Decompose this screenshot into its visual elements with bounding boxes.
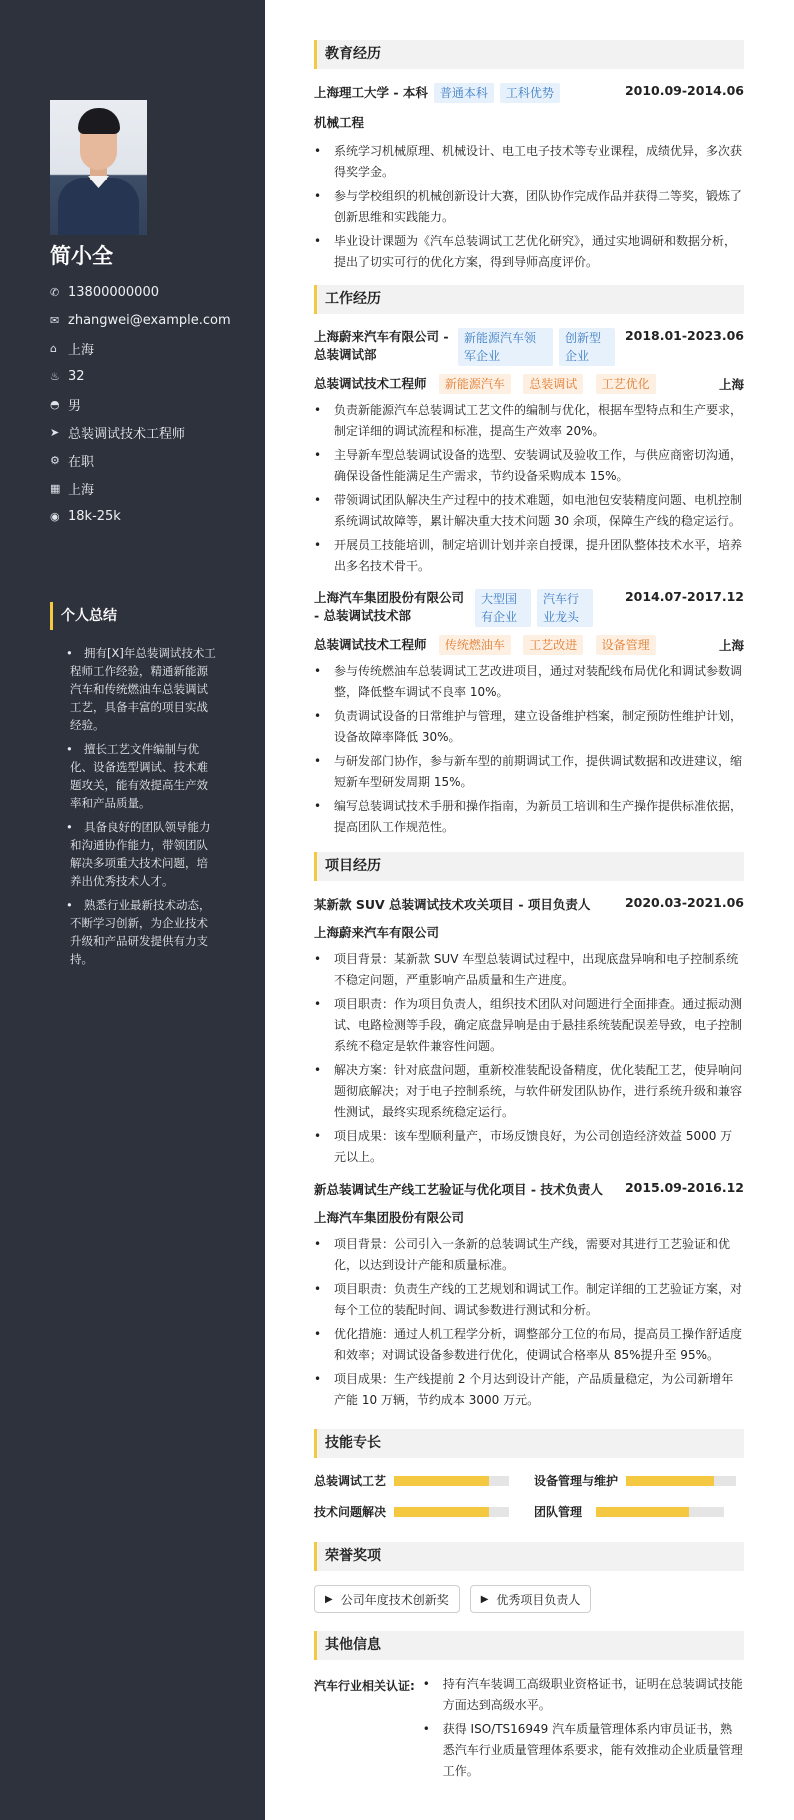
project-point: • 解决方案：针对底盘问题，重新校准装配设备精度，优化装配工艺，使异响问题彻底解决；对于电子控制系统，与软件研发团队协作，进行系统升级和兼容性测试，最终实现系统稳定运行。 bbox=[314, 1060, 744, 1123]
main-content bbox=[314, 40, 744, 1785]
project-entry bbox=[314, 1180, 744, 1411]
summary-item: • 擅长工艺文件编制与优化、设备选型调试、技术难题攻关，能有效提高生产效率和产品质量。 bbox=[66, 740, 216, 812]
project-point: • 项目背景：公司引入一条新的总装调试生产线，需要对其进行工艺验证和优化，以达到设计产能和质量标准。 bbox=[314, 1234, 744, 1276]
project-point: • 项目职责：负责生产线的工艺规划和调试工作。制定详细的工艺验证方案，对每个工位的装配时间、调试参数进行测试和分析。 bbox=[314, 1279, 744, 1321]
skill-item bbox=[314, 1472, 534, 1489]
avatar bbox=[50, 100, 147, 235]
city-text: 上海 bbox=[68, 482, 95, 498]
summary-list bbox=[66, 644, 216, 974]
play-icon: ▶ bbox=[325, 1593, 333, 1605]
gear-icon: ⚙ bbox=[50, 453, 60, 467]
contact-phone bbox=[50, 278, 231, 306]
skill-tag: 工艺改进 bbox=[523, 635, 583, 655]
skill-bar bbox=[626, 1476, 736, 1486]
job-point: • 负责调试设备的日常维护与管理，建立设备维护档案，制定预防性维护计划，设备故障率降低 30%。 bbox=[314, 706, 744, 748]
summary-heading: 个人总结 bbox=[50, 602, 117, 630]
skill-name: 技术问题解决 bbox=[314, 1505, 387, 1519]
email-text: zhangwei@example.com bbox=[68, 312, 231, 328]
send-icon: ➤ bbox=[50, 425, 60, 439]
skill-bar-fill bbox=[394, 1476, 489, 1486]
job-point: • 与研发部门协作，参与新车型的前期调试工作，提供调试数据和改进建议，缩短新车型研发周期 15%。 bbox=[314, 751, 744, 793]
summary-item: • 拥有[X]年总装调试技术工程师工作经验，精通新能源汽车和传统燃油车总装调试工艺，具备丰富的项目实战经验。 bbox=[66, 644, 216, 734]
status-text: 在职 bbox=[68, 454, 95, 470]
job-point: • 编写总装调试技术手册和操作指南，为新员工培训和生产操作提供标准依据，提高团队工作规范性。 bbox=[314, 796, 744, 838]
edu-date: 2010.09-2014.06 bbox=[624, 83, 744, 98]
contact-gender bbox=[50, 390, 231, 418]
cert-item: • 获得 ISO/TS16949 汽车质量管理体系内审员证书，熟悉汽车行业质量管理体系要求，能有效推动企业质量管理工作。 bbox=[423, 1719, 744, 1782]
cert-label: 汽车行业相关认证: bbox=[314, 1679, 415, 1693]
project-date: 2015.09-2016.12 bbox=[624, 1180, 744, 1195]
contact-list bbox=[50, 278, 231, 530]
play-icon: ▶ bbox=[480, 1593, 489, 1605]
company-name: 上海汽车集团股份有限公司 - 总装调试技术部 bbox=[314, 590, 465, 623]
projects-heading: 项目经历 bbox=[314, 852, 744, 881]
major: 机械工程 bbox=[314, 115, 365, 130]
job-role: 总装调试技术工程师 bbox=[314, 376, 427, 391]
other-info bbox=[314, 1674, 744, 1785]
skills-grid bbox=[314, 1472, 744, 1520]
edu-point: • 参与学校组织的机械创新设计大赛，团队协作完成作品并获得二等奖，锻炼了创新思维和实践能力。 bbox=[314, 186, 744, 228]
project-entry bbox=[314, 895, 744, 1168]
skill-tag: 新能源汽车 bbox=[439, 374, 511, 394]
contact-age bbox=[50, 362, 231, 390]
education-heading: 教育经历 bbox=[314, 40, 744, 69]
money-icon: ◉ bbox=[50, 509, 60, 523]
gender-text: 男 bbox=[68, 398, 82, 414]
role-text: 总装调试技术工程师 bbox=[68, 426, 186, 442]
skills-heading: 技能专长 bbox=[314, 1429, 744, 1458]
education-entry bbox=[314, 83, 744, 273]
project-org: 上海汽车集团股份有限公司 bbox=[314, 1210, 465, 1225]
skill-bar-fill bbox=[626, 1476, 714, 1486]
project-point: • 项目职责：作为项目负责人，组织技术团队对问题进行全面排查。通过振动测试、电路检测等手段，确定底盘异响是由于悬挂系统装配误差导致，电子控制系统不稳定是软件兼容性问题。 bbox=[314, 994, 744, 1057]
award-label: 优秀项目负责人 bbox=[496, 1592, 581, 1607]
cert-item: • 持有汽车装调工高级职业资格证书，证明在总装调试技能方面达到高级水平。 bbox=[423, 1674, 744, 1716]
job-point: • 开展员工技能培训，制定培训计划并亲自授课，提升团队整体技术水平，培养出多名技术骨干。 bbox=[314, 535, 744, 577]
company-tag: 汽车行业龙头 bbox=[537, 589, 593, 627]
skill-bar bbox=[394, 1507, 509, 1517]
award-chip bbox=[314, 1585, 460, 1613]
other-heading: 其他信息 bbox=[314, 1631, 744, 1660]
job-city: 上海 bbox=[718, 377, 744, 392]
skill-tag: 传统燃油车 bbox=[439, 635, 511, 655]
job-point: • 负责新能源汽车总装调试工艺文件的编制与优化，根据车型特点和生产要求，制定详细的调试流程和标准，提高生产效率 20%。 bbox=[314, 400, 744, 442]
summary-item: • 熟悉行业最新技术动态，不断学习创新，为企业技术升级和产品研发提供有力支持。 bbox=[66, 896, 216, 968]
award-chip bbox=[470, 1585, 592, 1613]
skill-bar-fill bbox=[394, 1507, 489, 1517]
contact-role bbox=[50, 418, 231, 446]
job-point: • 主导新车型总装调试设备的选型、安装调试及验收工作，与供应商密切沟通，确保设备性能满足生产需求，节约设备采购成本 15%。 bbox=[314, 445, 744, 487]
sidebar bbox=[0, 0, 265, 1820]
skill-name: 总装调试工艺 bbox=[314, 1474, 387, 1488]
project-name: 某新款 SUV 总装调试技术攻关项目 - 项目负责人 bbox=[314, 897, 591, 912]
company-tag: 新能源汽车领军企业 bbox=[458, 328, 553, 366]
contact-location bbox=[50, 334, 231, 362]
edu-point: • 毕业设计课题为《汽车总装调试工艺优化研究》，通过实地调研和数据分析，提出了切实可行的优化方案，得到导师高度评价。 bbox=[314, 231, 744, 273]
mail-icon: ✉ bbox=[50, 313, 60, 327]
skill-tag: 工艺优化 bbox=[596, 374, 656, 394]
edu-tag: 工科优势 bbox=[500, 83, 560, 103]
company-name: 上海蔚来汽车有限公司 - 总装调试部 bbox=[314, 329, 449, 362]
project-point: • 项目背景：某新款 SUV 车型总装调试过程中，出现底盘异响和电子控制系统不稳定问题，严重影响产品质量和生产进度。 bbox=[314, 949, 744, 991]
skill-item bbox=[314, 1503, 534, 1520]
project-point: • 项目成果：该车型顺利量产，市场反馈良好，为公司创造经济效益 5000 万元以上。 bbox=[314, 1126, 744, 1168]
job-entry bbox=[314, 589, 744, 838]
school-name: 上海理工大学 - 本科 bbox=[314, 85, 428, 100]
contact-email bbox=[50, 306, 231, 334]
job-point: • 参与传统燃油车总装调试工艺改进项目，通过对装配线布局优化和调试参数调整，降低整车调试不良率 10%。 bbox=[314, 661, 744, 703]
location-text: 上海 bbox=[68, 342, 95, 358]
project-point: • 项目成果：生产线提前 2 个月达到设计产能，产品质量稳定，为公司新增年产能 10 万辆，节约成本 3000 万元。 bbox=[314, 1369, 744, 1411]
contact-status bbox=[50, 446, 231, 474]
phone-icon: ✆ bbox=[50, 285, 60, 299]
skill-tag: 总装调试 bbox=[523, 374, 583, 394]
job-role: 总装调试技术工程师 bbox=[314, 637, 427, 652]
award-label: 公司年度技术创新奖 bbox=[340, 1592, 449, 1607]
edu-tag: 普通本科 bbox=[434, 83, 494, 103]
home-icon: ⌂ bbox=[50, 341, 57, 355]
skill-bar bbox=[596, 1507, 724, 1517]
skill-name: 设备管理与维护 bbox=[534, 1474, 619, 1488]
company-tag: 大型国有企业 bbox=[475, 589, 531, 627]
salary-text: 18k-25k bbox=[68, 508, 121, 524]
skill-item bbox=[534, 1472, 744, 1489]
skill-bar bbox=[394, 1476, 509, 1486]
project-org: 上海蔚来汽车有限公司 bbox=[314, 925, 440, 940]
contact-salary bbox=[50, 502, 231, 530]
work-heading: 工作经历 bbox=[314, 285, 744, 314]
profile-name: 简小全 bbox=[50, 244, 113, 268]
project-date: 2020.03-2021.06 bbox=[624, 895, 744, 910]
job-entry bbox=[314, 328, 744, 577]
job-city: 上海 bbox=[718, 638, 744, 653]
edu-point: • 系统学习机械原理、机械设计、电工电子技术等专业课程，成绩优异，多次获得奖学金。 bbox=[314, 141, 744, 183]
cake-icon: ♨ bbox=[50, 369, 60, 383]
awards-heading: 荣誉奖项 bbox=[314, 1542, 744, 1571]
awards-list bbox=[314, 1585, 744, 1613]
skill-tag: 设备管理 bbox=[596, 635, 656, 655]
project-point: • 优化措施：通过人机工程学分析，调整部分工位的布局，提高员工操作舒适度和效率；对调试设备参数进行优化，使调试合格率从 85%提升至 95%。 bbox=[314, 1324, 744, 1366]
building-icon: ▦ bbox=[50, 481, 61, 495]
skill-name: 团队管理 bbox=[534, 1505, 583, 1519]
contact-city bbox=[50, 474, 231, 502]
job-point: • 带领调试团队解决生产过程中的技术难题，如电池包安装精度问题、电机控制系统调试故障等，累计解决重大技术问题 30 余项，保障生产线的稳定运行。 bbox=[314, 490, 744, 532]
project-name: 新总装调试生产线工艺验证与优化项目 - 技术负责人 bbox=[314, 1182, 603, 1197]
job-date: 2014.07-2017.12 bbox=[624, 589, 744, 604]
summary-item: • 具备良好的团队领导能力和沟通协作能力，带领团队解决多项重大技术问题，培养出优秀技术人才。 bbox=[66, 818, 216, 890]
job-date: 2018.01-2023.06 bbox=[624, 328, 744, 343]
skill-item bbox=[534, 1503, 744, 1520]
age-text: 32 bbox=[68, 368, 85, 384]
gender-icon: ◓ bbox=[50, 397, 60, 411]
company-tag: 创新型企业 bbox=[559, 328, 615, 366]
skill-bar-fill bbox=[596, 1507, 689, 1517]
phone-text: 13800000000 bbox=[68, 284, 159, 300]
